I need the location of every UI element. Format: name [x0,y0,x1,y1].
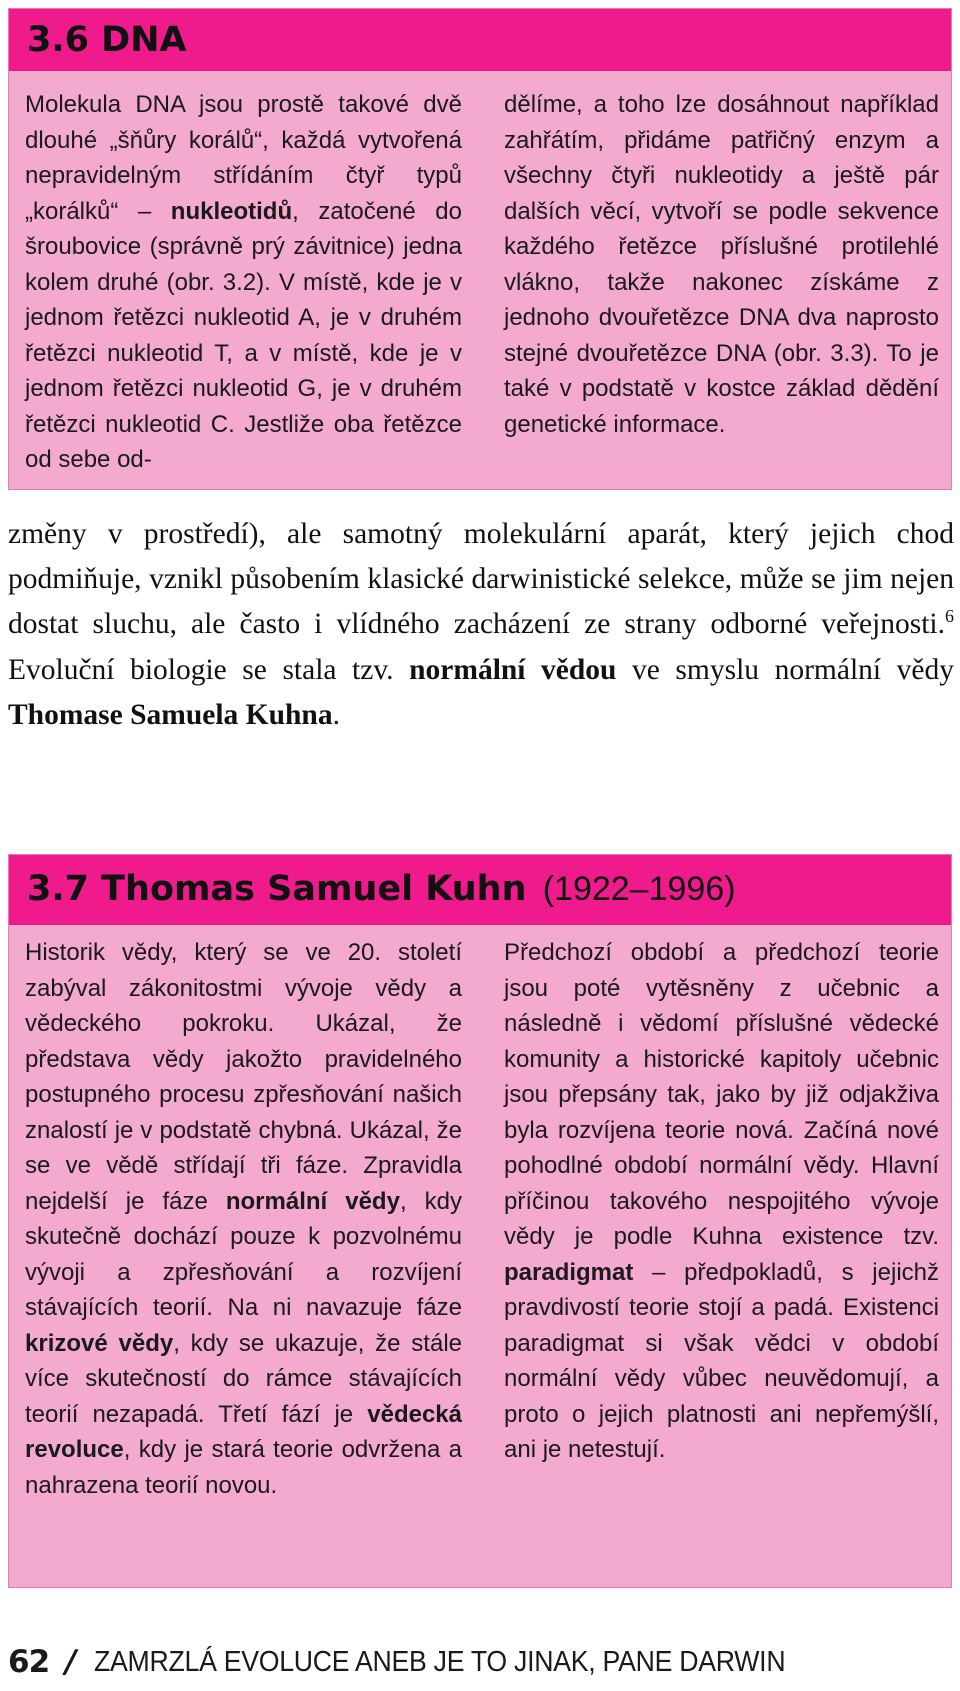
page-footer [8,1640,846,1684]
dna-right-column [504,87,939,442]
kuhn-heading-years: (1922–1996) [542,870,736,908]
kuhn-heading-text: 3.7 Thomas Samuel Kuhn [27,869,527,909]
text-run: , zatočené do šroubovice (správně prý závitnice) jedna kolem druhé (obr. 3.2). V místě, kde je v jednom řetězci nukleotid A, je v druhém řetězci nukleotid T, a v místě, kde je v jednom řetězci nukleotid G, je v druhém řetězci nukleotid C. Jestliže oba řetězce od sebe od- [25,197,462,473]
footnote-ref: 6 [945,606,954,627]
text-run: Molekula DNA jsou prostě takové dvě dlouhé „šňůry korálů“, každá vytvořená nepravidelným střídáním čtyř typů „korálků“ – [25,91,462,225]
bold-term: normální vědou [409,653,617,686]
bold-term: Thomase Samuela Kuhna [8,698,333,731]
text-run: Evoluční biologie se stala tzv. [8,653,410,686]
text-run: Předchozí období a předchozí teorie jsou poté vytěsněny z učebnic a následně i vědomí příslušné vědecké komunity a historické kapitoly učebnic jsou přepsány tak, jako by již odjakživa byla rozvíjena teorie nová. Začíná nové pohodlné období normální vědy. Hlavní příčinou takového nespojitého vývoje vědy je podle Kuhna existence tzv. [504,939,939,1250]
text-run: , kdy skutečně dochází pouze k pozvolnému vývoji a zpřesňování a rozvíjení stávajících teorií. Na ni navazuje fáze [25,1187,462,1321]
dna-box-heading [9,9,951,71]
text-run: . [332,698,340,731]
page-number: 62 [8,1644,50,1680]
text-run: změny v prostředí), ale samotný molekulární aparát, který jejich chod podmiňuje, vznikl působením klasické darwinistické selekce, může se jim nejen dostat sluchu, ale často i vlídného zacházení ze strany odborné veřejnosti. [8,518,954,641]
text-run: Historik vědy, který se ve 20. století zabýval zákonitostmi vývoje vědy a vědeckého pokroku. Ukázal, že představa vědy jakožto pravidelného postupného procesu zpřesňování našich znalostí je v podstatě chybná. Ukázal, že se ve vědě střídají tři fáze. Zpravidla nejdelší je fáze [25,939,462,1215]
footer-separator: / [65,1644,77,1680]
main-paragraph [8,512,954,738]
dna-left-column [25,87,462,478]
text-run: ve smyslu normální vědy [616,653,955,686]
text-run: , kdy je stará teorie odvržena a nahrazena teorií novou. [25,1436,462,1499]
kuhn-box [8,854,952,1588]
text-run: dělíme, a toho lze dosáhnout například zahřátím, přidáme patřičný enzym a všechny čtyři nukleotidy a ještě pár dalších věcí, vytvoří se podle sekvence každého řetězce příslušné protilehlé vlákno, takže nakonec získáme z jednoho dvouřetězce DNA dva naprosto stejné dvouřetězce DNA (obr. 3.3). To je také v podstatě v kostce základ dědění genetické informace. [504,91,939,438]
bold-term: krizové vědy [25,1329,174,1357]
bold-term: normální vědy [225,1187,400,1215]
text-run: , kdy se ukazuje, že stále více skutečností do rámce stávajících teorií nezapadá. Třetí fází je [25,1329,462,1428]
kuhn-right-column [504,935,939,1468]
kuhn-box-heading [9,855,951,925]
dna-heading-text: 3.6 DNA [27,20,187,60]
kuhn-left-column [25,935,462,1503]
dna-box [8,8,952,490]
bold-term: paradigmat [504,1258,634,1286]
bold-term: vědecká revoluce [25,1400,462,1463]
bold-term: nukleotidů [170,197,293,225]
book-title: ZAMRZLÁ EVOLUCE ANEB JE TO JINAK, PANE DARWIN [94,1645,786,1678]
text-run: – předpokladů, s jejichž pravdivostí teorie stojí a padá. Existenci paradigmat si však vědci v období normální vědy vůbec neuvědomují, a proto o jejich platnosti ani nepřemýšlí, ani je netestují. [504,1258,939,1463]
